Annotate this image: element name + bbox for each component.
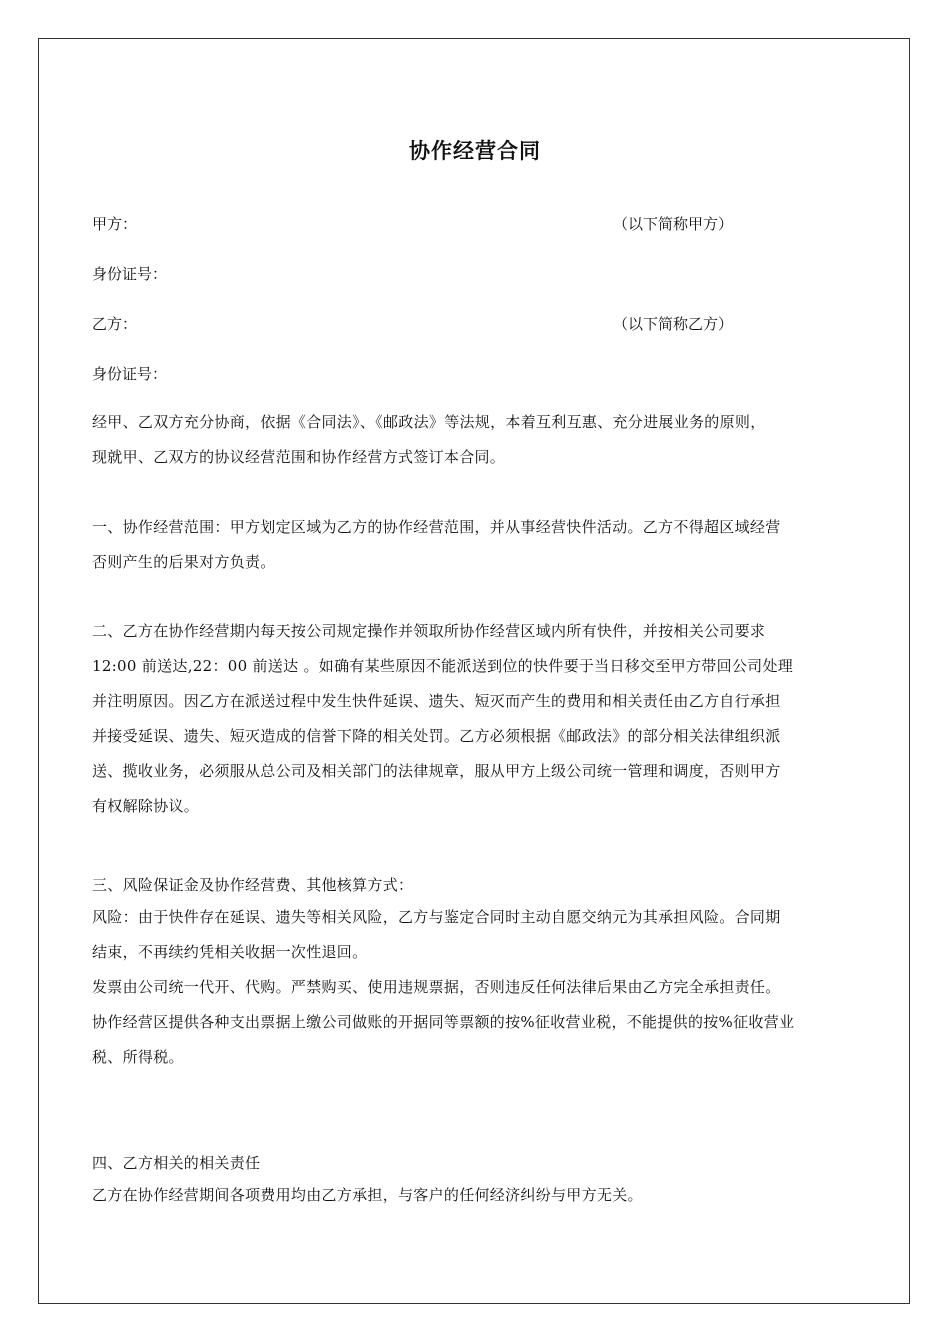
intro-paragraph [92, 405, 864, 475]
section-1-paragraph [92, 510, 864, 580]
section-3-line: 协作经营区提供各种支出票据上缴公司做账的开据同等票额的按%征收营业税，不能提供的按%征收营业 [92, 1013, 795, 1031]
section-4-heading: 四、乙方相关的相关责任 [92, 1154, 261, 1172]
section-2-line: 12:00 前送达,22：00 前送达 。如确有某些原因不能派送到位的快件要于当日移交至甲方带回公司处理 [92, 657, 794, 675]
section-3-heading: 三、风险保证金及协作经营费、其他核算方式： [92, 876, 414, 894]
section-4-line: 乙方在协作经营期间各项费用均由乙方承担，与客户的任何经济纠纷与甲方无关。 [92, 1186, 643, 1204]
party-b-note: （以下简称乙方） [613, 315, 734, 333]
section-1-line: 一、协作经营范围：甲方划定区域为乙方的协作经营范围，并从事经营快件活动。乙方不得超区域经营 [92, 518, 781, 536]
section-4-heading-block [92, 1147, 864, 1179]
party-b-label: 乙方： [92, 315, 138, 333]
section-2-line: 并注明原因。因乙方在派送过程中发生快件延误、遗失、短灭而产生的费用和相关责任由乙方自行承担 [92, 692, 781, 710]
section-3-heading-block [92, 869, 864, 901]
section-2-paragraph [92, 614, 864, 824]
section-3-line: 风险：由于快件存在延误、遗失等相关风险，乙方与鉴定合同时主动自愿交纳元为其承担风险。合同期 [92, 908, 781, 926]
section-2-line: 有权解除协议。 [92, 797, 200, 815]
intro-line: 现就甲、乙双方的协议经营范围和协作经营方式签订本合同。 [92, 448, 506, 466]
section-3-line: 结束，不再续约凭相关收据一次性退回。 [92, 943, 368, 961]
section-4-paragraph [92, 1178, 864, 1213]
section-2-line: 并接受延误、遗失、短灭造成的信誉下降的相关处罚。乙方必须根据《邮政法》的部分相关法律组织派 [92, 727, 781, 745]
document-title: 协作经营合同 [409, 139, 541, 163]
party-a-id-label: 身份证号： [92, 265, 168, 283]
party-b-id-label: 身份证号： [92, 365, 168, 383]
section-2-line: 送、揽收业务，必须服从总公司及相关部门的法律规章，服从甲方上级公司统一管理和调度，否则甲方 [92, 762, 781, 780]
section-3-line: 税、所得税。 [92, 1048, 184, 1066]
section-1-line: 否则产生的后果对方负责。 [92, 553, 276, 571]
intro-line: 经甲、乙双方充分协商，依据《合同法》、《邮政法》等法规，本着互利互惠、充分进展业务的原则， [92, 413, 766, 431]
section-3-paragraph [92, 900, 864, 1075]
section-2-line: 二、乙方在协作经营期内每天按公司规定操作并领取所协作经营区域内所有快件，并按相关公司要求 [92, 622, 766, 640]
party-a-note: （以下简称甲方） [613, 215, 734, 233]
section-3-line: 发票由公司统一代开、代购。严禁购买、使用违规票据，否则违反任何法律后果由乙方完全承担责任。 [92, 978, 781, 996]
party-a-label: 甲方： [92, 215, 138, 233]
